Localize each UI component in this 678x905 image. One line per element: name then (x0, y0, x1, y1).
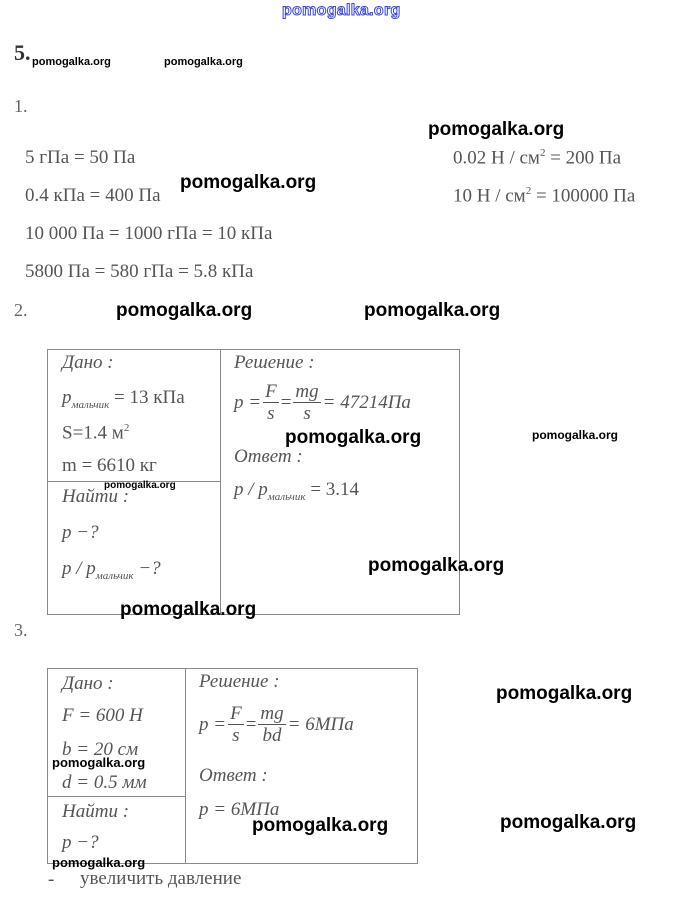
conversion-line-6: 10 $Н / см^2 = 100000$ Па (453, 185, 636, 207)
find-title: Найти : (62, 486, 130, 507)
given-title: Дано : (62, 352, 114, 373)
pressure-formula: p = $\frac{F}{s}$ = $\frac{mg}{bd}$ = 6МПа (199, 703, 354, 746)
watermark: pomogalka.org (164, 56, 243, 68)
watermark: pomogalka.org (52, 755, 146, 770)
solution-title: Решение : (234, 352, 315, 373)
answer-title: Ответ : (234, 446, 303, 467)
section-1-number: 1. (14, 96, 28, 116)
bullet-dash: - (48, 869, 55, 890)
conversion-line-3: 10 000 Па = 1000 гПа = 10 кПа (25, 223, 273, 244)
fraction: $\frac{F}{s}$ (265, 381, 277, 424)
watermark: pomogalka.org (500, 812, 637, 833)
given-width: b = 20 см (62, 739, 139, 760)
section-3-number: 3. (14, 620, 28, 640)
watermark: pomogalka.org (532, 428, 619, 442)
conclusion-text: увеличить давление (80, 868, 242, 889)
fraction: $\frac{F}{s}$ (230, 703, 242, 746)
find-pressure: p −? (62, 522, 99, 543)
watermark: pomogalka.org (116, 300, 253, 321)
watermark: pomogalka.org (52, 855, 146, 870)
watermark: pomogalka.org (496, 683, 633, 704)
section-2-number: 2. (14, 300, 28, 320)
find-title: Найти : (62, 801, 130, 822)
watermark: pomogalka.org (364, 300, 501, 321)
conversion-line-1: 5 гПа = 50 Па (25, 147, 136, 168)
given-area: S=1.4 $м^2$ (62, 422, 130, 444)
table-divider (185, 668, 186, 864)
given-pressure: $p_{мальчик} = 13$ кПа (62, 387, 185, 411)
answer-title: Ответ : (199, 765, 268, 786)
given-mass: m = 6610 кг (62, 455, 157, 476)
answer-ratio: $p / p_{мальчик} = 3.14$ (234, 479, 360, 503)
pressure-formula: p = $\frac{F}{s}$ = $\frac{mg}{s}$ = 47214Па (234, 381, 411, 424)
watermark: pomogalka.org (252, 815, 389, 836)
fraction: $\frac{mg}{bd}$ (260, 703, 284, 746)
conversion-line-4: 5800 Па = 580 гПа = 5.8 кПа (25, 261, 254, 282)
watermark: pomogalka.org (368, 555, 505, 576)
watermark: pomogalka.org (428, 119, 565, 140)
find-ratio: p / $p_{мальчик}$ −? (62, 558, 161, 582)
given-force: F = 600 Н (62, 705, 143, 726)
conversion-line-2: 0.4 кПа = 400 Па (25, 185, 161, 206)
watermark: pomogalka.org (104, 480, 176, 491)
top-watermark: pomogalka.org (282, 2, 401, 19)
watermark: pomogalka.org (285, 427, 422, 448)
fraction: $\frac{mg}{s}$ (295, 381, 319, 424)
given-depth: d = 0.5 мм (62, 772, 147, 793)
watermark: pomogalka.org (32, 56, 111, 68)
given-title: Дано : (62, 673, 114, 694)
watermark: pomogalka.org (120, 599, 257, 620)
table-divider (220, 349, 221, 615)
answer-value: p = 6МПа (199, 799, 280, 820)
watermark: pomogalka.org (180, 172, 317, 193)
conversion-line-5: 0.02 $Н / см^2 = 200$ Па (453, 147, 622, 169)
task-number: 5. (14, 40, 31, 65)
find-pressure: p −? (62, 832, 99, 853)
solution-title: Решение : (199, 671, 280, 692)
table-divider (47, 796, 185, 797)
